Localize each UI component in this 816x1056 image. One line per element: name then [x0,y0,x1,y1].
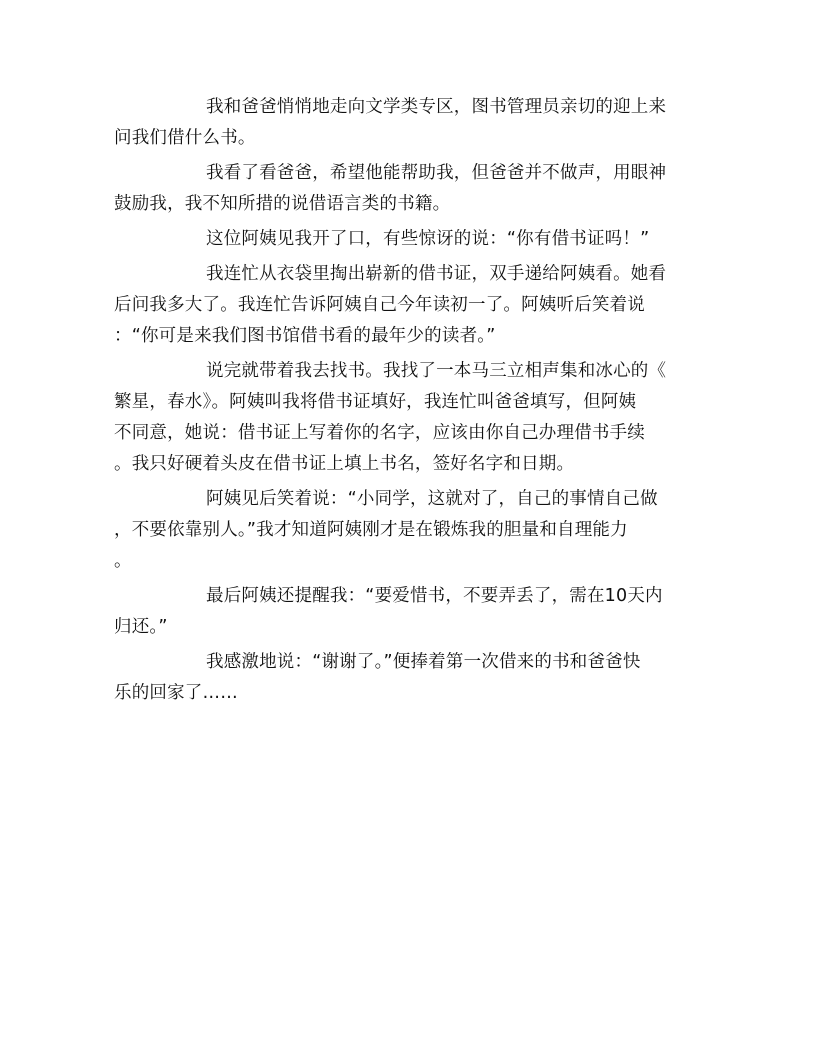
paragraph-6 [114,484,698,577]
paragraph-5 [114,356,698,480]
paragraph-line: 我连忙从衣袋里掏出崭新的借书证，双手递给阿姨看。她看 [206,264,667,284]
paragraph-line: 最后阿姨还提醒我：“要爱惜书，不要弄丢了，需在10天内 [206,586,663,606]
paragraph-line: 后问我多大了。我连忙告诉阿姨自己今年读初一了。阿姨听后笑着说 [114,295,645,315]
paragraph-line: 归还。” [114,617,168,637]
paragraph-line: 不同意，她说：借书证上写着你的名字，应该由你自己办理借书手续 [114,423,645,443]
paragraph-line: 问我们借什么书。 [114,128,256,148]
story-text [114,92,698,713]
paragraph-line: 繁星，春水》。阿姨叫我将借书证填好，我连忙叫爸爸填写，但阿姨 [114,392,637,412]
paragraph-line: 。 [114,551,132,571]
paragraph-line: 我看了看爸爸，希望他能帮助我，但爸爸并不做声，用眼神 [206,163,667,183]
paragraph-line: 说完就带着我去找书。我找了一本马三立相声集和冰心的《 [206,361,667,381]
paragraph-3 [114,224,698,255]
paragraph-line: 乐的回家了…… [114,683,238,703]
paragraph-7 [114,581,698,643]
paragraph-line: 我和爸爸悄悄地走向文学类专区，图书管理员亲切的迎上来 [206,97,667,117]
paragraph-line: ：“你可是来我们图书馆借书看的最年少的读者。” [114,326,496,346]
paragraph-line: 阿姨见后笑着说：“小同学，这就对了，自己的事情自己做 [206,489,658,509]
paragraph-line: 。我只好硬着头皮在借书证上填上书名，签好名字和日期。 [114,454,575,474]
paragraph-8 [114,647,698,709]
paragraph-1 [114,92,698,154]
paragraph-2 [114,158,698,220]
paragraph-4 [114,259,698,352]
paragraph-line: 我感激地说：“谢谢了。”便捧着第一次借来的书和爸爸快 [206,652,641,672]
paragraph-line: ，不要依靠别人。”我才知道阿姨刚才是在锻炼我的胆量和自理能力 [114,520,628,540]
paragraph-line: 鼓励我，我不知所措的说借语言类的书籍。 [114,194,451,214]
paragraph-line: 这位阿姨见我开了口，有些惊讶的说：“你有借书证吗！” [206,229,650,249]
